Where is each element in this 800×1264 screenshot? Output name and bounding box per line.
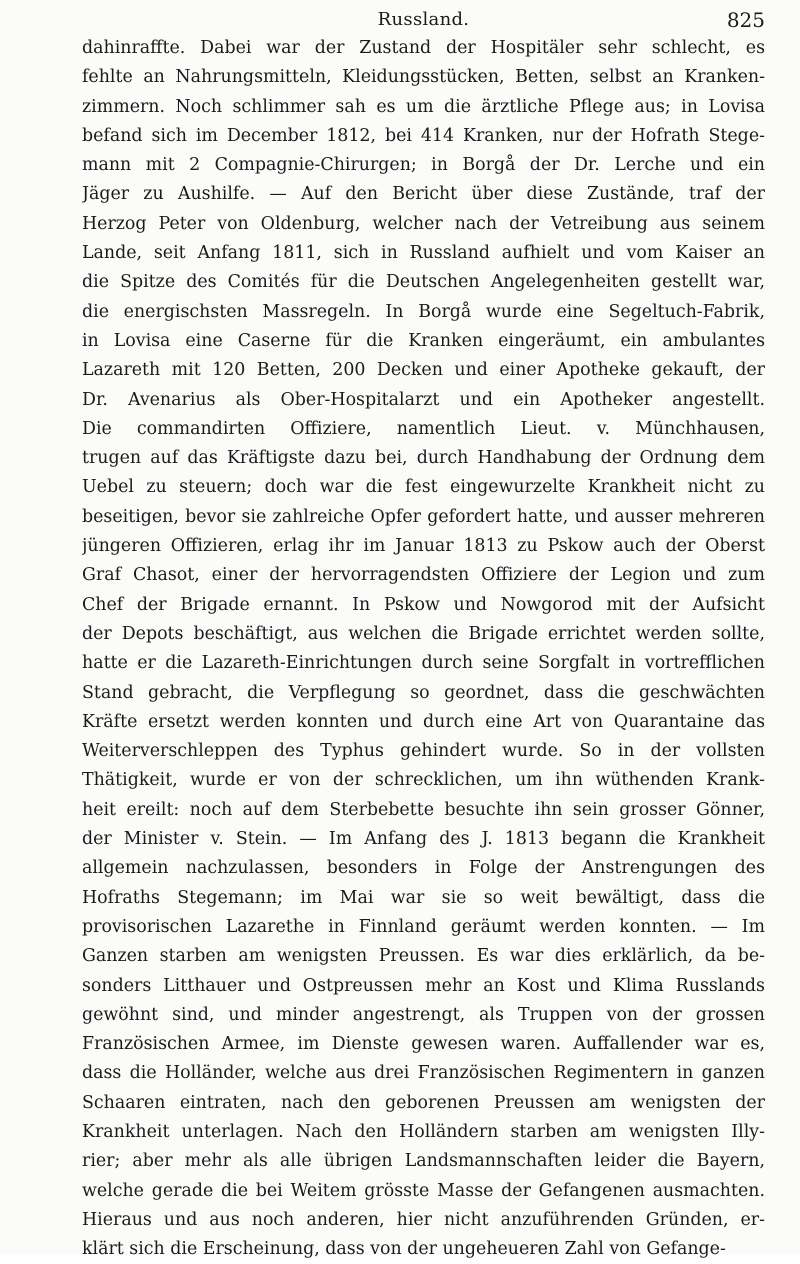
text-line: klärt sich die Erscheinung, dass von der ungeheueren Zahl von Gefange- [82,1239,726,1260]
text-line: Stand gebracht, die Verpflegung so geordnet, dass die geschwächten [82,682,765,703]
body-text [82,34,765,1264]
text-line: Die commandirten Offiziere, namentlich Lieut. v. Münchhausen, [82,418,765,439]
text-line: trugen auf das Kräftigste dazu bei, durch Handhabung der Ordnung dem [82,448,765,469]
text-line: dass die Holländer, welche aus drei Französischen Regimentern in ganzen [82,1063,765,1084]
running-head [82,8,765,32]
text-line: der Depots beschäftigt, aus welchen die Brigade errichtet werden sollte, [82,623,765,644]
text-line: der Minister v. Stein. — Im Anfang des J. 1813 begann die Krankheit [82,829,765,850]
text-line: jüngeren Offizieren, erlag ihr im Januar 1813 zu Pskow auch der Oberst [82,536,765,557]
text-line: Kräfte ersetzt werden konnten und durch eine Art von Quarantaine das [82,711,765,732]
text-line: zimmern. Noch schlimmer sah es um die ärztliche Pflege aus; in Lovisa [82,96,765,117]
text-line: Thätigkeit, wurde er von der schrecklichen, um ihn wüthenden Krank- [82,770,765,791]
text-line: Graf Chasot, einer der hervorragendsten Offiziere der Legion und zum [82,565,765,586]
text-line: Dr. Avenarius als Ober-Hospitalarzt und ein Apotheker angestellt. [82,389,765,410]
text-line: welche gerade die bei Weitem grösste Masse der Gefangenen ausmachten. [82,1180,765,1201]
text-line: Weiterverschleppen des Typhus gehindert wurde. So in der vollsten [82,741,765,762]
text-line: befand sich im December 1812, bei 414 Kranken, nur der Hofrath Stege- [82,125,765,146]
text-line: Lande, seit Anfang 1811, sich in Russland aufhielt und vom Kaiser an [82,243,765,264]
text-line: hatte er die Lazareth-Einrichtungen durch seine Sorgfalt in vortrefflichen [82,653,765,674]
text-line: dahinraffte. Dabei war der Zustand der Hospitäler sehr schlecht, es [82,38,765,58]
text-line: Französischen Armee, im Dienste gewesen waren. Auffallender war es, [82,1034,765,1055]
text-line: Lazareth mit 120 Betten, 200 Decken und einer Apotheke gekauft, der [82,360,765,381]
text-line: sonders Litthauer und Ostpreussen mehr an Kost und Klima Russlands [82,975,765,996]
text-line: beseitigen, bevor sie zahlreiche Opfer gefordert hatte, und ausser mehreren [82,506,765,527]
running-head-title: Russland. [377,9,470,30]
text-line: Chef der Brigade ernannt. In Pskow und Nowgorod mit der Aufsicht [82,594,765,615]
text-line: Krankheit unterlagen. Nach den Holländern starben am wenigsten Illy- [82,1121,765,1142]
text-line: heit ereilt: noch auf dem Sterbebette besuchte ihn sein grosser Gönner, [82,799,765,820]
text-line: mann mit 2 Compagnie-Chirurgen; in Borgå der Dr. Lerche und ein [82,155,765,176]
text-line: Ganzen starben am wenigsten Preussen. Es war dies erklärlich, da be- [82,946,765,967]
text-line: Herzog Peter von Oldenburg, welcher nach der Vetreibung aus seinem [82,213,765,234]
text-line: die Spitze des Comités für die Deutschen Angelegenheiten gestellt war, [82,272,765,293]
text-line: rier; aber mehr als alle übrigen Landsmannschaften leider die Bayern, [82,1151,765,1172]
text-line: provisorischen Lazarethe in Finnland geräumt werden konnten. — Im [82,916,765,937]
text-line: Schaaren eintraten, nach den geborenen Preussen am wenigsten der [82,1092,765,1113]
text-line: gewöhnt sind, und minder angestrengt, als Truppen von der grossen [82,1004,765,1025]
text-line: die energischsten Massregeln. In Borgå wurde eine Segeltuch-Fabrik, [82,301,765,322]
text-line: Hofraths Stegemann; im Mai war sie so weit bewältigt, dass die [82,887,765,908]
text-line: Jäger zu Aushilfe. — Auf den Bericht über diese Zustände, traf der [82,184,765,205]
text-line: in Lovisa eine Caserne für die Kranken eingeräumt, ein ambulantes [82,330,765,351]
text-line: Uebel zu steuern; doch war die fest eingewurzelte Krankheit nicht zu [82,477,765,498]
page-number: 825 [726,8,765,32]
text-line: Hieraus und aus noch anderen, hier nicht anzuführenden Gründen, er- [82,1209,765,1230]
text-line: allgemein nachzulassen, besonders in Folge der Anstrengungen des [82,858,765,879]
text-line: fehlte an Nahrungsmitteln, Kleidungsstücken, Betten, selbst an Kranken- [82,67,765,88]
